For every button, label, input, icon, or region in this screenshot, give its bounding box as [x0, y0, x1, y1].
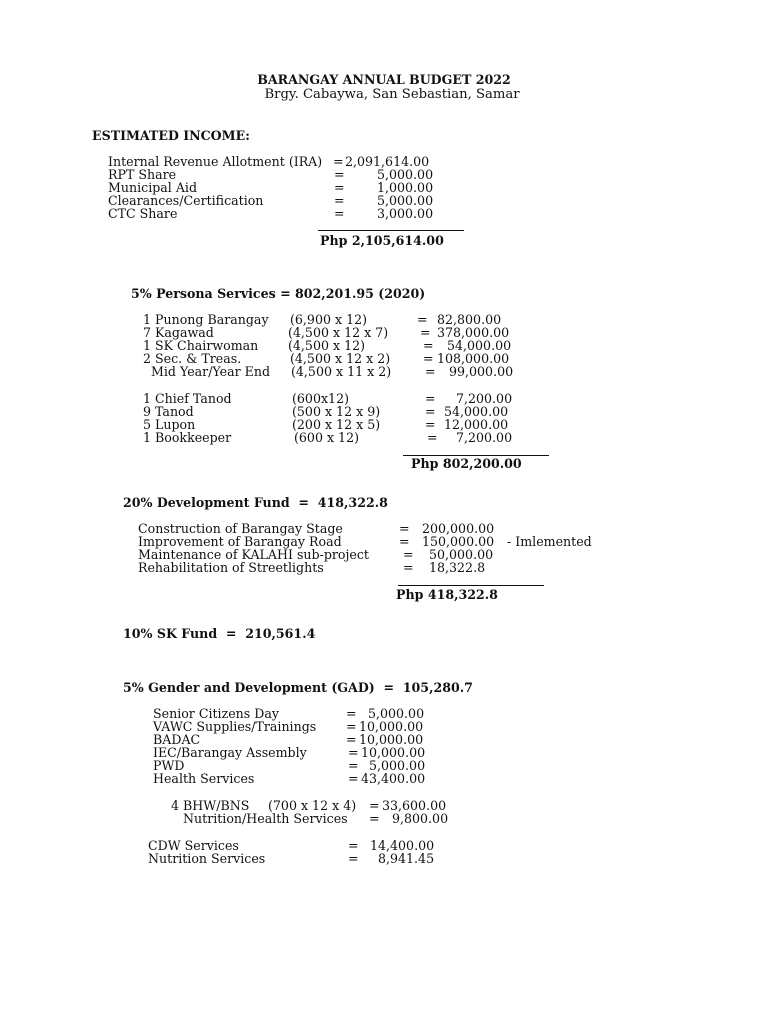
development-total: Php 418,322.8	[396, 587, 498, 602]
personal-label: 1 SK Chairwoman	[143, 338, 259, 353]
development-amount: 200,000.00	[422, 521, 495, 536]
development-total-rule	[398, 585, 544, 586]
income-total-rule	[318, 230, 464, 231]
page-title: BARANGAY ANNUAL BUDGET 2022	[257, 72, 511, 87]
income-eq: =	[334, 193, 345, 208]
personal-calc: (200 x 12 x 5)	[292, 417, 381, 432]
income-amount: 3,000.00	[377, 206, 434, 221]
personal-amount: 54,000.00	[444, 404, 509, 419]
gad-amount: 10,000.00	[359, 732, 424, 747]
income-label: RPT Share	[108, 167, 177, 182]
gad-label: PWD	[153, 758, 185, 773]
income-amount: 5,000.00	[377, 193, 434, 208]
development-amount: 50,000.00	[429, 547, 494, 562]
development-note: - Imlemented	[507, 534, 592, 549]
personal-eq: =	[425, 364, 436, 379]
personal-eq: =	[425, 391, 436, 406]
income-eq: =	[334, 167, 345, 182]
personal-eq: =	[423, 351, 434, 366]
personal-eq: =	[425, 404, 436, 419]
personal-label: 2 Sec. & Treas.	[143, 351, 242, 366]
personal-label: 7 Kagawad	[143, 325, 214, 340]
development-label: Construction of Barangay Stage	[138, 521, 343, 536]
personal-heading: 5% Persona Services = 802,201.95 (2020)	[131, 286, 426, 301]
personal-label: 1 Bookkeeper	[143, 430, 232, 445]
personal-label: 1 Chief Tanod	[143, 391, 232, 406]
personal-amount: 7,200.00	[456, 430, 513, 445]
development-amount: 18,322.8	[429, 560, 486, 575]
gad-amount: 8,941.45	[378, 851, 435, 866]
gad-label: BADAC	[153, 732, 201, 747]
personal-amount: 108,000.00	[437, 351, 510, 366]
gad-eq: =	[346, 732, 357, 747]
income-eq: =	[334, 180, 345, 195]
personal-eq: =	[425, 417, 436, 432]
gad-label: IEC/Barangay Assembly	[153, 745, 307, 760]
personal-calc: (6,900 x 12)	[290, 312, 368, 327]
gad-eq: =	[348, 838, 359, 853]
personal-eq: =	[420, 325, 431, 340]
gad-bhw-eq: =	[369, 798, 380, 813]
personal-amount: 378,000.00	[437, 325, 510, 340]
development-label: Maintenance of KALAHI sub-project	[138, 547, 369, 562]
gad-bhw-amount: 33,600.00	[382, 798, 447, 813]
development-eq: =	[399, 521, 410, 536]
personal-calc: (4,500 x 12)	[288, 338, 366, 353]
development-label: Rehabilitation of Streetlights	[138, 560, 324, 575]
personal-calc: (4,500 x 12 x 2)	[290, 351, 391, 366]
development-eq: =	[399, 534, 410, 549]
income-label: Clearances/Certification	[108, 193, 264, 208]
personal-calc: (600 x 12)	[294, 430, 359, 445]
personal-eq: =	[423, 338, 434, 353]
gad-amount: 10,000.00	[361, 745, 426, 760]
sk-heading: 10% SK Fund = 210,561.4	[123, 626, 316, 641]
gad-amount: 5,000.00	[368, 706, 425, 721]
personal-amount: 12,000.00	[444, 417, 509, 432]
personal-amount: 82,800.00	[437, 312, 502, 327]
personal-label: 9 Tanod	[143, 404, 194, 419]
development-heading: 20% Development Fund = 418,322.8	[123, 495, 388, 510]
gad-eq: =	[348, 758, 359, 773]
personal-eq: =	[417, 312, 428, 327]
gad-heading: 5% Gender and Development (GAD) = 105,280.7	[123, 680, 473, 695]
income-label: CTC Share	[108, 206, 178, 221]
gad-amount: 14,400.00	[370, 838, 435, 853]
gad-eq: =	[348, 851, 359, 866]
personal-calc: (500 x 12 x 9)	[292, 404, 381, 419]
development-label: Improvement of Barangay Road	[138, 534, 342, 549]
income-label: Municipal Aid	[108, 180, 198, 195]
gad-eq: =	[348, 771, 359, 786]
gad-amount: 10,000.00	[359, 719, 424, 734]
income-total: Php 2,105,614.00	[320, 233, 444, 248]
personal-eq: =	[427, 430, 438, 445]
gad-amount: 43,400.00	[361, 771, 426, 786]
personal-calc: (600x12)	[292, 391, 349, 406]
development-eq: =	[403, 560, 414, 575]
gad-bhw-calc: (700 x 12 x 4)	[268, 798, 357, 813]
gad-label: Health Services	[153, 771, 255, 786]
income-eq: =	[333, 154, 344, 169]
gad-amount: 5,000.00	[369, 758, 426, 773]
gad-nutrition-health-amount: 9,800.00	[392, 811, 449, 826]
gad-label: VAWC Supplies/Trainings	[153, 719, 317, 734]
page-subtitle: Brgy. Cabaywa, San Sebastian, Samar	[264, 87, 520, 102]
development-amount: 150,000.00	[422, 534, 495, 549]
gad-nutrition-health-eq: =	[369, 811, 380, 826]
income-eq: =	[334, 206, 345, 221]
income-label: Internal Revenue Allotment (IRA)	[108, 154, 323, 169]
personal-amount: 54,000.00	[447, 338, 512, 353]
personal-calc: (4,500 x 11 x 2)	[291, 364, 392, 379]
personal-label: Mid Year/Year End	[151, 364, 270, 379]
personal-label: 5 Lupon	[143, 417, 196, 432]
gad-eq: =	[346, 719, 357, 734]
gad-label: Nutrition Services	[148, 851, 266, 866]
income-heading: ESTIMATED INCOME:	[92, 128, 250, 143]
personal-calc: (4,500 x 12 x 7)	[288, 325, 389, 340]
gad-eq: =	[348, 745, 359, 760]
gad-eq: =	[346, 706, 357, 721]
personal-label: 1 Punong Barangay	[143, 312, 269, 327]
personal-amount: 7,200.00	[456, 391, 513, 406]
gad-nutrition-health-label: Nutrition/Health Services	[183, 811, 348, 826]
income-amount: 2,091,614.00	[345, 154, 430, 169]
personal-total: Php 802,200.00	[411, 456, 522, 471]
gad-label: CDW Services	[148, 838, 239, 853]
gad-label: Senior Citizens Day	[153, 706, 279, 721]
gad-bhw-label: 4 BHW/BNS	[171, 798, 250, 813]
personal-amount: 99,000.00	[449, 364, 514, 379]
development-eq: =	[403, 547, 414, 562]
income-amount: 5,000.00	[377, 167, 434, 182]
income-amount: 1,000.00	[377, 180, 434, 195]
